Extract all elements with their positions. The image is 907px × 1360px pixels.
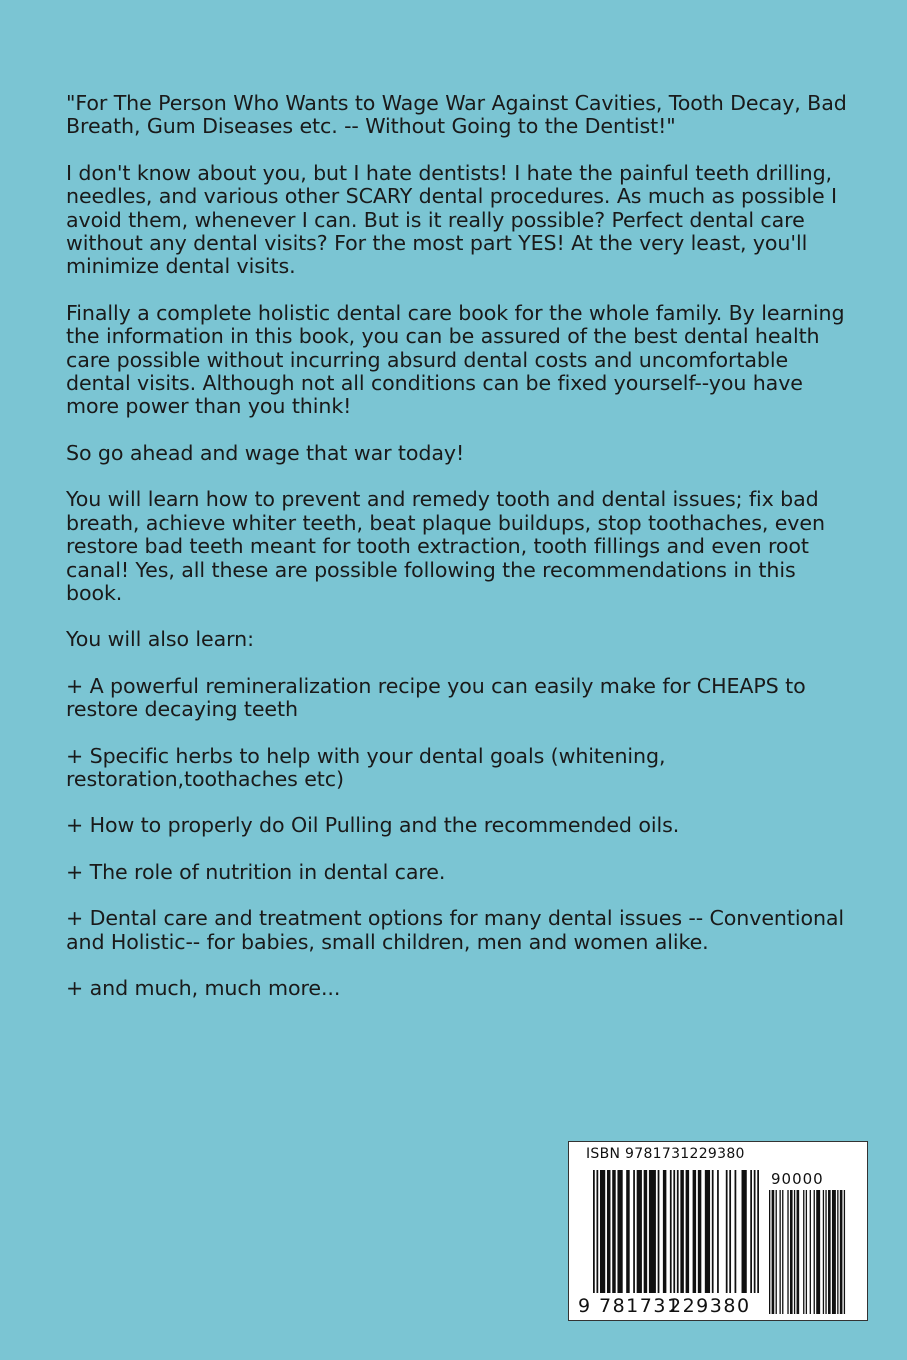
addon-barcode-bar: [790, 1190, 793, 1314]
barcode-bar: [637, 1170, 642, 1293]
bullet-remineralization: + A powerful remineralization recipe you can easily make for CHEAPS to restore decaying teeth: [66, 673, 806, 722]
barcode-bar: [663, 1170, 666, 1293]
description-paragraph: Finally a complete holistic dental care book for the whole family. By learning the information in this book, you can be assured of the best dental health care possible without incurring absurd dental costs and uncomfortable dental visits. Although not all conditions can be fixed yourself--you have more power than you think!: [66, 300, 845, 419]
barcode-bar: [596, 1170, 598, 1293]
barcode-bar: [670, 1170, 672, 1293]
barcode-bar: [754, 1170, 756, 1293]
addon-barcode-bar: [837, 1190, 838, 1314]
learn-paragraph: You will learn how to prevent and remedy tooth and dental issues; fix bad breath, achieve whiter teeth, beat plaque buildups, stop toothaches, even restore bad teeth meant for tooth extraction, tooth fillings and even root canal! Yes, all these are possible following the recommendations in this book.: [66, 487, 825, 605]
barcode-bar: [673, 1170, 675, 1293]
barcode-bar: [633, 1170, 635, 1293]
tagline-paragraph: "For The Person Who Wants to Wage War Against Cavities, Tooth Decay, Bad Breath, Gum Diseases etc. -- Without Going to the Dentist!": [66, 91, 847, 139]
addon-barcode-bar: [810, 1190, 811, 1314]
bullet-treatment-options: + Dental care and treatment options for many dental issues -- Conventional and Holistic-- for babies, small children, men and women alike.: [66, 906, 845, 954]
bullet-herbs: + Specific herbs to help with your dental goals (whitening, restoration,toothaches etc): [66, 743, 666, 791]
barcode-bar: [617, 1170, 622, 1293]
barcode-bar: [729, 1170, 731, 1293]
barcode-bar: [705, 1170, 710, 1293]
price-code: 90000: [771, 1170, 824, 1188]
barcode-bar: [717, 1170, 719, 1293]
barcode-bar: [607, 1170, 610, 1293]
addon-barcode-bar: [787, 1190, 788, 1314]
barcode-bar: [712, 1170, 714, 1293]
barcode-bar: [693, 1170, 696, 1293]
barcode-bar: [677, 1170, 679, 1293]
addon-barcode-bar: [816, 1190, 820, 1314]
addon-barcode-bar: [803, 1190, 804, 1314]
back-cover-text: [66, 92, 856, 1023]
barcode-right-digits: 229380: [669, 1295, 751, 1317]
isbn-label: ISBN 9781731229380: [586, 1146, 745, 1162]
barcode-bar: [680, 1170, 683, 1293]
barcode-bar: [649, 1170, 656, 1293]
addon-barcode-bar: [772, 1190, 775, 1314]
barcode-bar: [593, 1170, 595, 1293]
barcode-bar: [600, 1170, 605, 1293]
addon-barcode-bar: [779, 1190, 780, 1314]
isbn-barcode-block: [568, 1141, 868, 1321]
addon-barcode-bar: [794, 1190, 795, 1314]
bullet-much-more: + and much, much more...: [66, 975, 341, 1000]
barcode-bar: [742, 1170, 747, 1293]
addon-barcode-bar: [797, 1190, 800, 1314]
addon-barcode-bar: [782, 1190, 783, 1314]
barcode-bar: [750, 1170, 752, 1293]
addon-barcode-bar: [814, 1190, 815, 1314]
addon-barcode-bar: [806, 1190, 807, 1314]
barcode-bar: [612, 1170, 615, 1293]
also-learn-heading: You will also learn:: [66, 627, 254, 652]
barcode-bar: [686, 1170, 689, 1293]
barcode-bar: [726, 1170, 728, 1293]
barcode-first-digit: 9: [578, 1295, 591, 1317]
barcode-bar: [658, 1170, 660, 1293]
addon-barcode-bar: [769, 1190, 770, 1314]
addon-barcode-bar: [828, 1190, 831, 1314]
call-to-action-paragraph: So go ahead and wage that war today!: [66, 440, 465, 465]
addon-barcode-bar: [832, 1190, 836, 1314]
barcode-bar: [757, 1170, 759, 1293]
barcode-bar: [735, 1170, 737, 1293]
addon-barcode-bar: [776, 1190, 777, 1314]
barcode-left-digits: 781731: [599, 1295, 681, 1317]
barcode-bar: [698, 1170, 701, 1293]
addon-barcode-bar: [823, 1190, 824, 1314]
barcode-bar: [644, 1170, 647, 1293]
addon-barcode-bar: [840, 1190, 843, 1314]
bullet-oil-pulling: + How to properly do Oil Pulling and the recommended oils.: [66, 813, 680, 838]
barcode-bar: [626, 1170, 629, 1293]
addon-barcode-bar: [844, 1190, 845, 1314]
bullet-nutrition: + The role of nutrition in dental care.: [66, 859, 446, 884]
intro-paragraph: I don't know about you, but I hate dentists! I hate the painful teeth drilling, needles, and various other SCARY dental procedures. As much as possible I avoid them, whenever I can. But is it really possible? Perfect dental care without any dental visits? For the most part YES! At the very least, you'll minimize dental visits.: [66, 160, 837, 279]
addon-barcode-bar: [825, 1190, 826, 1314]
